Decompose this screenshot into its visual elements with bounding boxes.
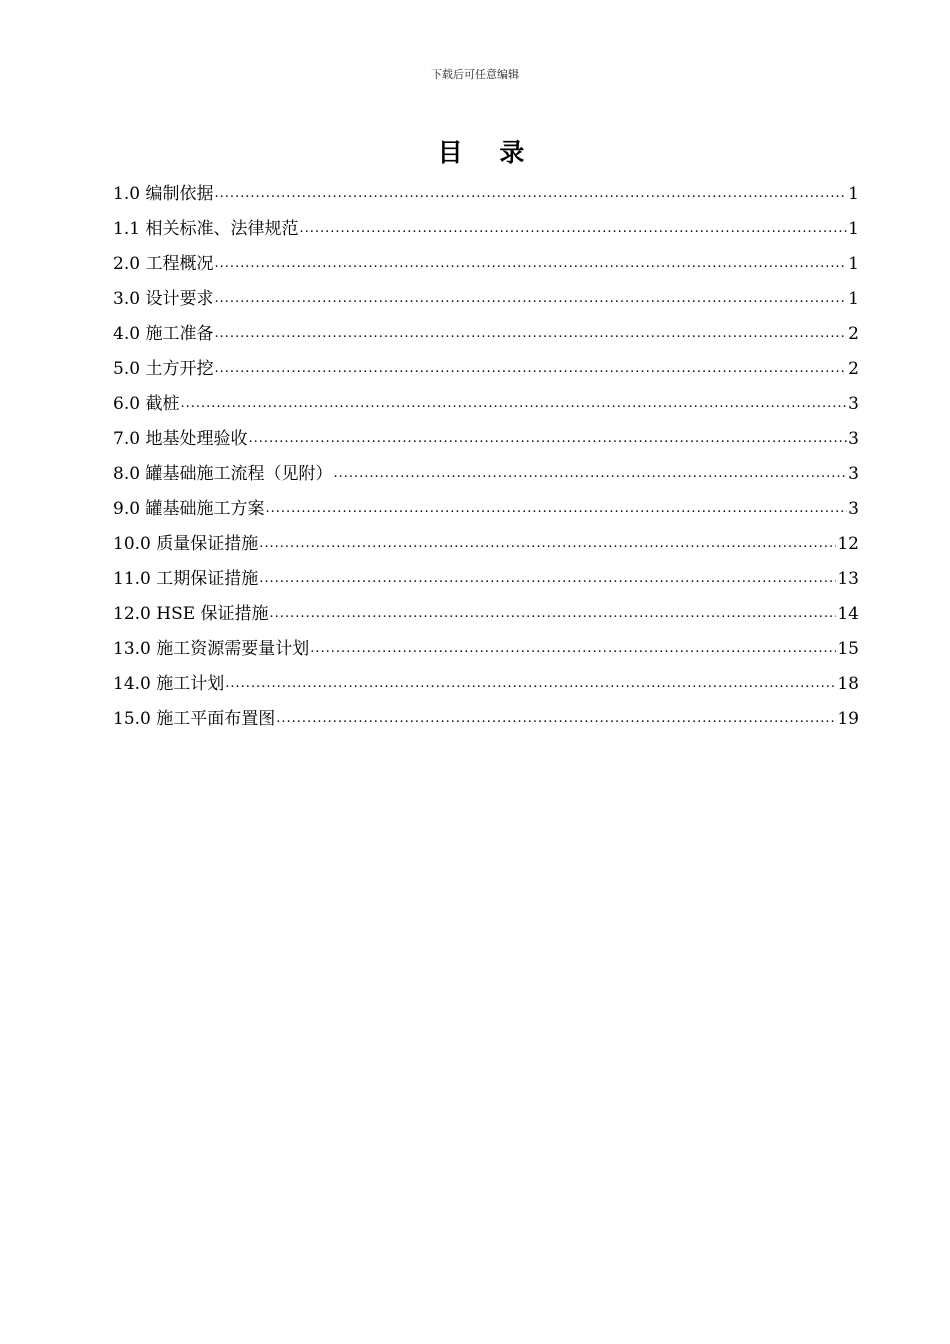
toc-entry-13-0[interactable]: [113, 632, 859, 667]
toc-entry-15-0[interactable]: [113, 702, 859, 737]
toc-entry-page: 14: [837, 604, 859, 624]
toc-entry-8-0[interactable]: [113, 457, 859, 492]
toc-entry-6-0[interactable]: [113, 387, 859, 422]
toc-entry-page: 3: [848, 429, 859, 449]
toc-entry-page: 19: [837, 709, 859, 729]
header-note: 下载后可任意编辑: [431, 68, 519, 81]
toc-entry-1-0[interactable]: [113, 177, 859, 212]
toc-entry-page: 3: [848, 499, 859, 519]
toc-entry-10-0[interactable]: [113, 527, 859, 562]
toc-leader-dots: [214, 351, 847, 386]
toc-entry-page: 18: [837, 674, 859, 694]
toc-entry-label: 12.0 HSE 保证措施: [113, 604, 269, 624]
toc-entry-label: 5.0 土方开挖: [113, 359, 214, 379]
toc-entry-9-0[interactable]: [113, 492, 859, 527]
toc-entry-label: 4.0 施工准备: [113, 324, 214, 344]
toc-entry-page: 3: [848, 464, 859, 484]
toc-entry-label: 2.0 工程概况: [113, 254, 214, 274]
toc-entry-page: 1: [848, 254, 859, 274]
toc-leader-dots: [310, 631, 836, 666]
toc-leader-dots: [259, 561, 836, 596]
toc-entry-page: 1: [848, 289, 859, 309]
toc-leader-dots: [259, 526, 836, 561]
toc-leader-dots: [214, 316, 847, 351]
toc-entry-page: 1: [848, 219, 859, 239]
toc-entry-14-0[interactable]: [113, 667, 859, 702]
table-of-contents: [113, 177, 859, 737]
toc-leader-dots: [214, 176, 847, 211]
toc-entry-4-0[interactable]: [113, 317, 859, 352]
toc-leader-dots: [225, 666, 836, 701]
toc-entry-label: 10.0 质量保证措施: [113, 534, 259, 554]
toc-leader-dots: [248, 421, 847, 456]
toc-entry-page: 12: [837, 534, 859, 554]
toc-entry-label: 1.1 相关标准、法律规范: [113, 219, 299, 239]
toc-entry-5-0[interactable]: [113, 352, 859, 387]
toc-leader-dots: [214, 281, 847, 316]
toc-entry-11-0[interactable]: [113, 562, 859, 597]
toc-entry-page: 2: [848, 324, 859, 344]
toc-entry-label: 11.0 工期保证措施: [113, 569, 259, 589]
toc-leader-dots: [180, 386, 847, 421]
toc-entry-page: 3: [848, 394, 859, 414]
toc-entry-2-0[interactable]: [113, 247, 859, 282]
toc-entry-label: 14.0 施工计划: [113, 674, 225, 694]
toc-entry-label: 6.0 截桩: [113, 394, 180, 414]
toc-entry-label: 7.0 地基处理验收: [113, 429, 248, 449]
toc-entry-page: 2: [848, 359, 859, 379]
toc-entry-label: 9.0 罐基础施工方案: [113, 499, 265, 519]
toc-entry-3-0[interactable]: [113, 282, 859, 317]
toc-entry-label: 15.0 施工平面布置图: [113, 709, 276, 729]
toc-leader-dots: [299, 211, 847, 246]
toc-entry-label: 13.0 施工资源需要量计划: [113, 639, 310, 659]
toc-leader-dots: [265, 491, 847, 526]
toc-entry-page: 1: [848, 184, 859, 204]
toc-entry-7-0[interactable]: [113, 422, 859, 457]
toc-leader-dots: [214, 246, 847, 281]
toc-entry-label: 3.0 设计要求: [113, 289, 214, 309]
toc-leader-dots: [333, 456, 847, 491]
toc-entry-1-1[interactable]: [113, 212, 859, 247]
toc-entry-label: 1.0 编制依据: [113, 184, 214, 204]
toc-entry-page: 15: [837, 639, 859, 659]
toc-leader-dots: [270, 596, 837, 631]
toc-entry-page: 13: [837, 569, 859, 589]
toc-entry-label: 8.0 罐基础施工流程（见附）: [113, 464, 333, 484]
toc-leader-dots: [276, 701, 836, 736]
toc-entry-12-0[interactable]: [113, 597, 859, 632]
toc-title: 目 录: [437, 138, 539, 167]
